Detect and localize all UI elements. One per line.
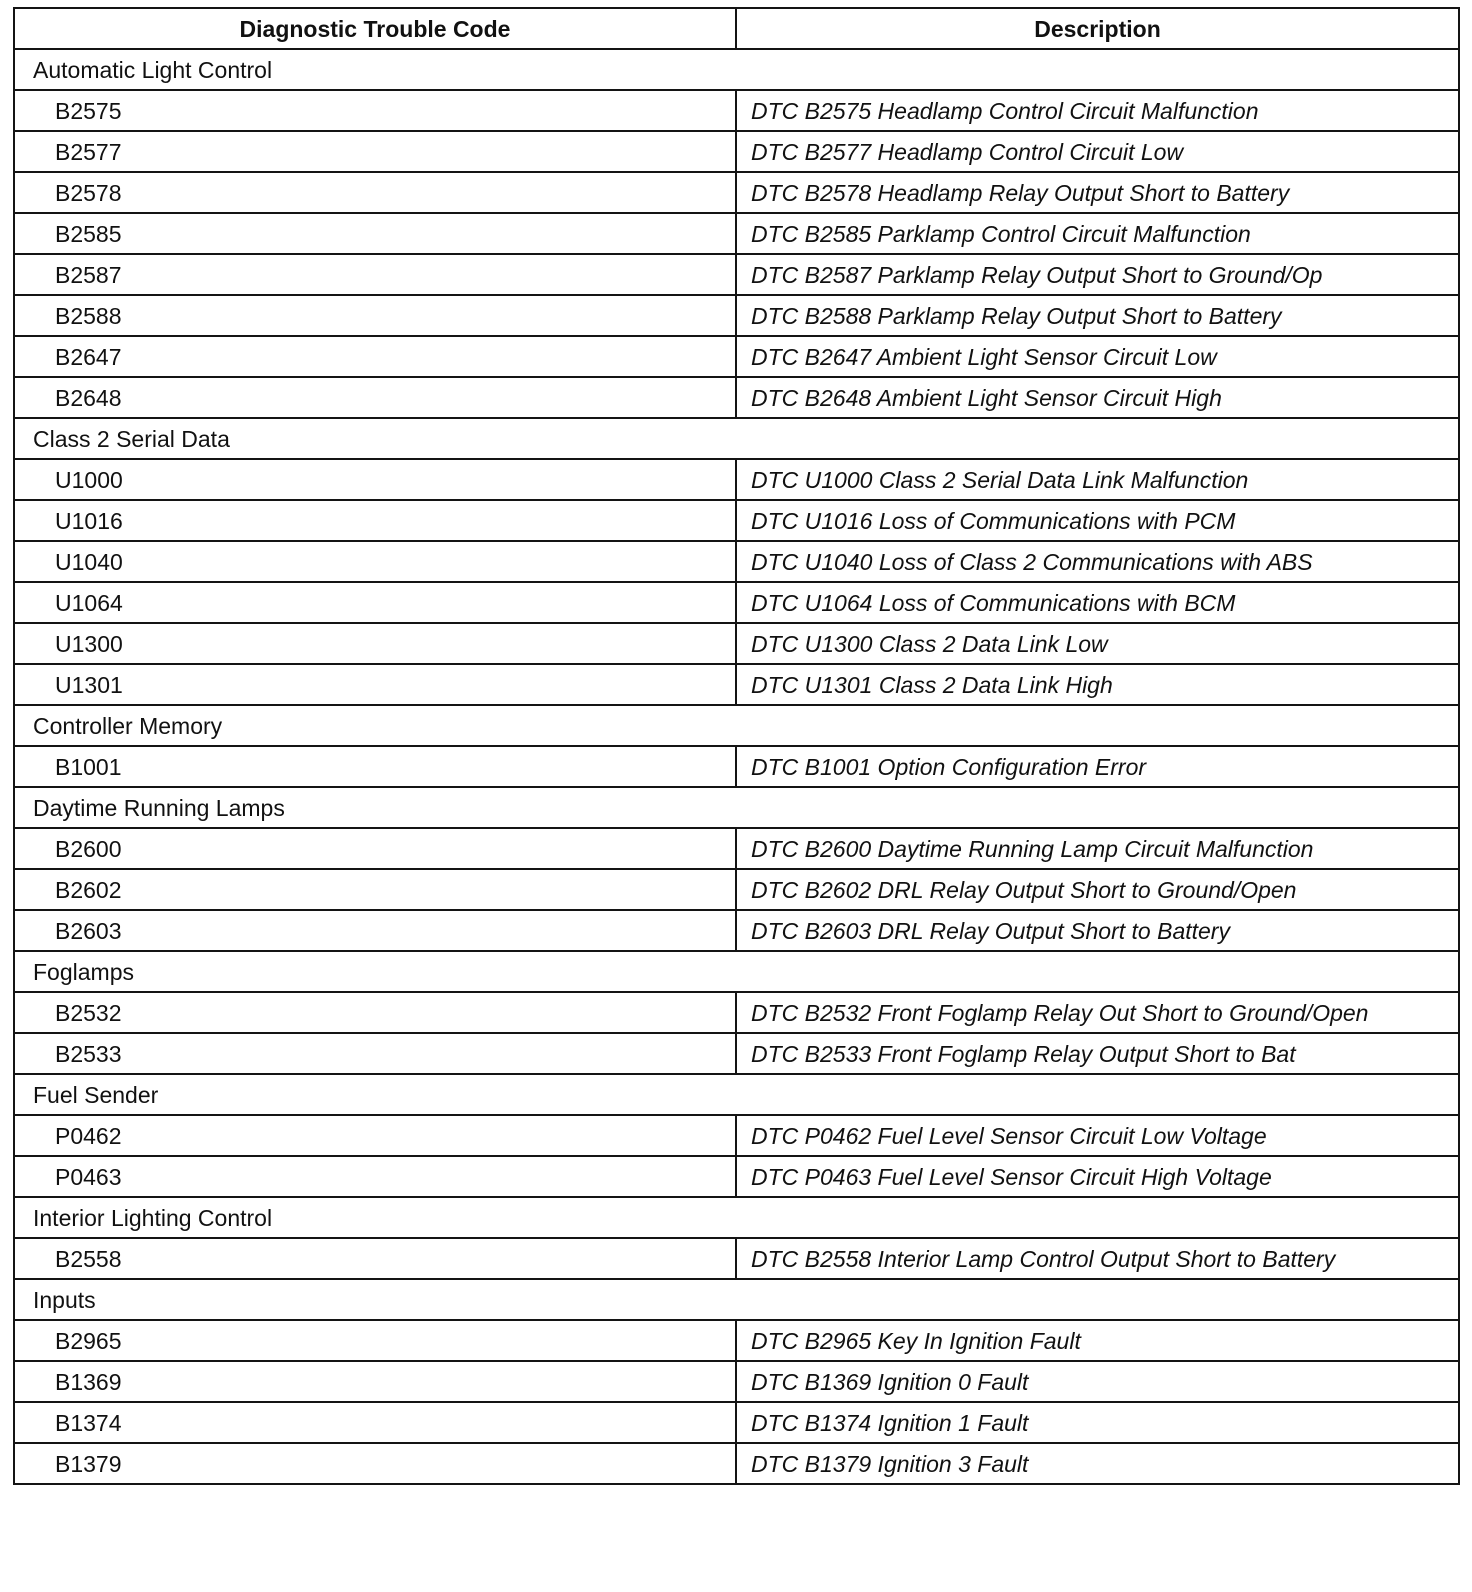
- header-row: [14, 8, 1459, 49]
- dtc-description-cell: DTC U1000 Class 2 Serial Data Link Malfunction: [736, 459, 1459, 500]
- dtc-code-cell: B2600: [14, 828, 736, 869]
- table-row: [14, 1156, 1459, 1197]
- dtc-code-cell: B2587: [14, 254, 736, 295]
- group-row: [14, 787, 1459, 828]
- dtc-code-cell: U1000: [14, 459, 736, 500]
- dtc-description-cell: DTC B1369 Ignition 0 Fault: [736, 1361, 1459, 1402]
- dtc-code-cell: P0463: [14, 1156, 736, 1197]
- group-row: [14, 49, 1459, 90]
- group-title: Automatic Light Control: [14, 49, 1459, 90]
- dtc-code-cell: P0462: [14, 1115, 736, 1156]
- dtc-table: [13, 7, 1460, 1485]
- dtc-description-cell: DTC B2587 Parklamp Relay Output Short to Ground/Op: [736, 254, 1459, 295]
- dtc-code-cell: U1016: [14, 500, 736, 541]
- table-header: [14, 8, 1459, 49]
- group-row: [14, 418, 1459, 459]
- table-row: [14, 746, 1459, 787]
- table-row: [14, 131, 1459, 172]
- table-row: [14, 1361, 1459, 1402]
- dtc-description-cell: DTC P0463 Fuel Level Sensor Circuit High Voltage: [736, 1156, 1459, 1197]
- table-row: [14, 1115, 1459, 1156]
- dtc-code-cell: B2585: [14, 213, 736, 254]
- group-row: [14, 705, 1459, 746]
- dtc-description-cell: DTC B1001 Option Configuration Error: [736, 746, 1459, 787]
- dtc-description-cell: DTC B2585 Parklamp Control Circuit Malfunction: [736, 213, 1459, 254]
- dtc-code-cell: B2602: [14, 869, 736, 910]
- dtc-description-cell: DTC B2602 DRL Relay Output Short to Ground/Open: [736, 869, 1459, 910]
- group-title: Foglamps: [14, 951, 1459, 992]
- dtc-description-cell: DTC B2603 DRL Relay Output Short to Battery: [736, 910, 1459, 951]
- dtc-description-cell: DTC B2533 Front Foglamp Relay Output Short to Bat: [736, 1033, 1459, 1074]
- dtc-code-cell: U1301: [14, 664, 736, 705]
- table-row: [14, 828, 1459, 869]
- table-row: [14, 992, 1459, 1033]
- table-row: [14, 377, 1459, 418]
- table-row: [14, 90, 1459, 131]
- dtc-description-cell: DTC B1374 Ignition 1 Fault: [736, 1402, 1459, 1443]
- dtc-description-cell: DTC U1301 Class 2 Data Link High: [736, 664, 1459, 705]
- dtc-description-cell: DTC B2558 Interior Lamp Control Output Short to Battery: [736, 1238, 1459, 1279]
- group-title: Class 2 Serial Data: [14, 418, 1459, 459]
- table-row: [14, 1443, 1459, 1484]
- table-row: [14, 1402, 1459, 1443]
- dtc-description-cell: DTC B2575 Headlamp Control Circuit Malfunction: [736, 90, 1459, 131]
- dtc-description-cell: DTC U1064 Loss of Communications with BCM: [736, 582, 1459, 623]
- dtc-description-cell: DTC B2588 Parklamp Relay Output Short to Battery: [736, 295, 1459, 336]
- dtc-code-cell: U1300: [14, 623, 736, 664]
- dtc-description-cell: DTC B2532 Front Foglamp Relay Out Short to Ground/Open: [736, 992, 1459, 1033]
- table-row: [14, 459, 1459, 500]
- dtc-code-cell: U1040: [14, 541, 736, 582]
- table-row: [14, 1320, 1459, 1361]
- group-title: Controller Memory: [14, 705, 1459, 746]
- group-row: [14, 1074, 1459, 1115]
- table-body: [14, 49, 1459, 1484]
- column-header-code: Diagnostic Trouble Code: [14, 8, 736, 49]
- dtc-code-cell: B2575: [14, 90, 736, 131]
- dtc-description-cell: DTC B1379 Ignition 3 Fault: [736, 1443, 1459, 1484]
- dtc-code-cell: B2588: [14, 295, 736, 336]
- dtc-code-cell: B2648: [14, 377, 736, 418]
- table-row: [14, 910, 1459, 951]
- dtc-code-cell: B2603: [14, 910, 736, 951]
- dtc-code-cell: B2578: [14, 172, 736, 213]
- dtc-code-cell: B2532: [14, 992, 736, 1033]
- table-row: [14, 500, 1459, 541]
- dtc-description-cell: DTC B2648 Ambient Light Sensor Circuit High: [736, 377, 1459, 418]
- group-title: Inputs: [14, 1279, 1459, 1320]
- dtc-description-cell: DTC P0462 Fuel Level Sensor Circuit Low Voltage: [736, 1115, 1459, 1156]
- group-row: [14, 1279, 1459, 1320]
- table-row: [14, 541, 1459, 582]
- table-row: [14, 336, 1459, 377]
- table-row: [14, 1033, 1459, 1074]
- dtc-code-cell: B2533: [14, 1033, 736, 1074]
- group-title: Interior Lighting Control: [14, 1197, 1459, 1238]
- dtc-code-cell: B2647: [14, 336, 736, 377]
- group-row: [14, 1197, 1459, 1238]
- dtc-description-cell: DTC B2600 Daytime Running Lamp Circuit Malfunction: [736, 828, 1459, 869]
- dtc-code-cell: B2577: [14, 131, 736, 172]
- dtc-description-cell: DTC U1016 Loss of Communications with PCM: [736, 500, 1459, 541]
- table-row: [14, 295, 1459, 336]
- table-row: [14, 172, 1459, 213]
- table-row: [14, 664, 1459, 705]
- dtc-description-cell: DTC U1040 Loss of Class 2 Communications with ABS: [736, 541, 1459, 582]
- dtc-description-cell: DTC B2647 Ambient Light Sensor Circuit Low: [736, 336, 1459, 377]
- column-header-description: Description: [736, 8, 1459, 49]
- dtc-description-cell: DTC B2577 Headlamp Control Circuit Low: [736, 131, 1459, 172]
- table-row: [14, 869, 1459, 910]
- dtc-description-cell: DTC B2965 Key In Ignition Fault: [736, 1320, 1459, 1361]
- dtc-description-cell: DTC U1300 Class 2 Data Link Low: [736, 623, 1459, 664]
- table-row: [14, 254, 1459, 295]
- table-row: [14, 582, 1459, 623]
- group-row: [14, 951, 1459, 992]
- dtc-code-cell: B1001: [14, 746, 736, 787]
- dtc-description-cell: DTC B2578 Headlamp Relay Output Short to Battery: [736, 172, 1459, 213]
- table-row: [14, 623, 1459, 664]
- table-row: [14, 213, 1459, 254]
- dtc-code-cell: U1064: [14, 582, 736, 623]
- table-row: [14, 1238, 1459, 1279]
- group-title: Daytime Running Lamps: [14, 787, 1459, 828]
- dtc-code-cell: B2965: [14, 1320, 736, 1361]
- dtc-code-cell: B2558: [14, 1238, 736, 1279]
- dtc-code-cell: B1369: [14, 1361, 736, 1402]
- dtc-code-cell: B1379: [14, 1443, 736, 1484]
- group-title: Fuel Sender: [14, 1074, 1459, 1115]
- dtc-code-cell: B1374: [14, 1402, 736, 1443]
